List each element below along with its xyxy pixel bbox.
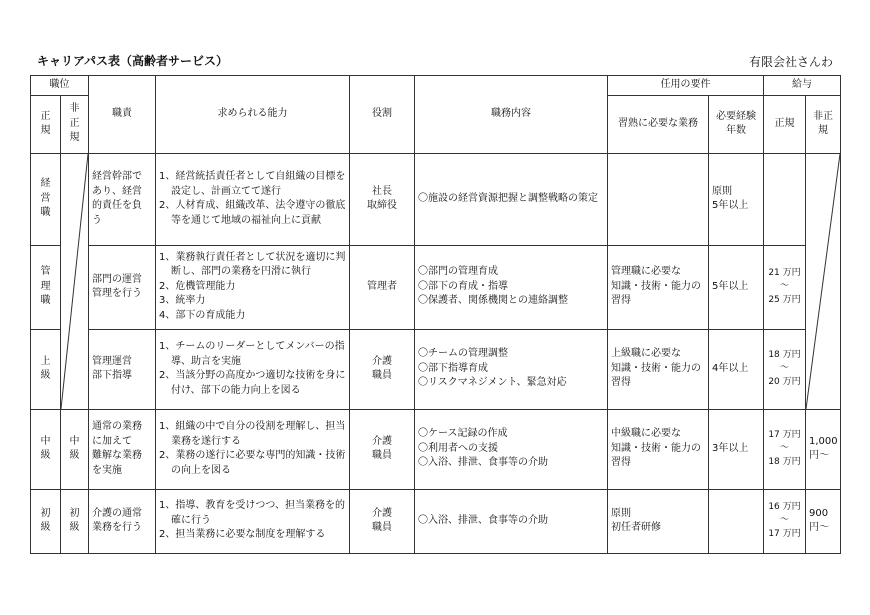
experience-cell <box>709 409 764 489</box>
abilities-cell <box>156 153 350 245</box>
role-line: 介護 <box>372 435 392 447</box>
task-item: 〇入浴、排泄、食事等の介助 <box>418 514 548 526</box>
header-regular-char: 正 <box>40 110 51 122</box>
rank-nonregular-char: 初 <box>69 507 80 519</box>
salary-regular-cell <box>764 245 806 329</box>
rank-regular-cell <box>31 153 61 245</box>
abilities-cell <box>156 245 350 329</box>
duty-line: う <box>92 214 102 226</box>
ability-item: 4、部下の育成能力 <box>159 309 246 321</box>
rank-regular-char: 級 <box>40 370 51 381</box>
salary-regular-line: 17 万円 <box>768 430 801 441</box>
role-line: 職員 <box>372 370 392 381</box>
experience-cell <box>709 329 764 409</box>
required-work-line: 知識・技術・能力の <box>611 280 701 292</box>
required-work-line: 知識・技術・能力の <box>611 442 701 454</box>
role-line: 介護 <box>372 507 392 519</box>
rank-regular-char: 中 <box>40 435 51 447</box>
task-item: 〇入浴、排泄、食事等の介助 <box>418 457 548 469</box>
duty-line: 管理運営 <box>92 355 132 367</box>
required-work-line: 管理職に必要な <box>611 266 681 278</box>
experience-cell <box>709 489 764 553</box>
rank-regular-char: 理 <box>40 280 51 292</box>
table-row <box>31 245 841 329</box>
role-line: 職員 <box>372 522 392 533</box>
duty-line: 経営幹部で <box>92 171 142 182</box>
header-regular-char: 規 <box>40 125 51 136</box>
role-line: 管理者 <box>367 280 397 292</box>
rank-regular-cell <box>31 489 61 553</box>
diagonal-slash <box>806 154 840 409</box>
required-work-cell <box>608 409 709 489</box>
duty-line: 難解な業務 <box>92 450 142 461</box>
role-cell <box>350 409 415 489</box>
header-nonregular-char: 規 <box>69 132 80 144</box>
salary-regular-line: 〜 <box>779 363 789 374</box>
header-nonregular <box>61 95 89 153</box>
career-path-table <box>30 75 841 554</box>
rank-regular-char: 職 <box>40 295 51 307</box>
role-cell <box>350 329 415 409</box>
header-required-work: 習熟に必要な業務 <box>608 95 709 153</box>
header-row-1 <box>31 76 841 96</box>
rank-regular-char: 初 <box>40 507 51 519</box>
table-row <box>31 409 841 489</box>
salary-regular-cell <box>764 489 806 553</box>
task-item: 〇ケース記録の作成 <box>418 428 508 440</box>
role-line: 介護 <box>372 355 392 367</box>
table-row <box>31 153 841 245</box>
experience-line: 5年以上 <box>712 200 749 211</box>
salary-regular-cell <box>764 329 806 409</box>
salary-regular-line: 18 万円 <box>768 456 801 467</box>
rank-regular-cell <box>31 329 61 409</box>
ability-item: 2、当該分野の高度かつ適切な技術を身に付け、部下の能力向上を図る <box>159 370 346 396</box>
duty-line: 的責任を負 <box>92 200 142 211</box>
task-item: 〇部下の育成・指導 <box>418 280 508 292</box>
abilities-cell <box>156 329 350 409</box>
task-item: 〇チームの管理調整 <box>418 348 508 360</box>
ability-item: 2、危機管理能力 <box>159 280 236 292</box>
required-work-line: 習得 <box>611 377 631 389</box>
salary-regular-cell <box>764 153 806 245</box>
ability-item: 1、チームのリーダーとしてメンバーの指導、助言を実施 <box>159 341 345 367</box>
rank-nonregular-char: 級 <box>69 450 80 461</box>
rank-regular-char: 級 <box>40 522 51 533</box>
salary-regular-line: 20 万円 <box>768 376 801 387</box>
duty-line: 通常の業務 <box>92 421 142 432</box>
duty-line: 部門の運営 <box>92 273 142 285</box>
salary-nonregular-na-cell <box>806 153 841 409</box>
salary-nonregular-value: 1,000 円〜 <box>809 435 838 461</box>
salary-regular-line: 16 万円 <box>768 502 801 513</box>
required-work-line: 原則 <box>611 507 631 519</box>
duty-line: 業務を行う <box>92 522 142 533</box>
role-line: 取締役 <box>367 200 397 211</box>
rank-regular-char: 級 <box>40 450 51 461</box>
salary-regular-line: 18 万円 <box>768 350 801 361</box>
rank-nonregular-na-cell <box>61 153 89 409</box>
ability-item: 1、指導、教育を受けつつ、担当業務を的確に行う <box>159 500 345 526</box>
salary-regular-line: 〜 <box>779 443 789 454</box>
header-regular <box>31 95 61 153</box>
experience-cell <box>709 153 764 245</box>
header-position: 職位 <box>31 76 89 96</box>
rank-regular-char: 管 <box>40 266 51 278</box>
salary-nonregular-value: 900円〜 <box>809 507 829 533</box>
experience-line: 5年以上 <box>712 280 749 292</box>
salary-regular-line: 〜 <box>779 281 789 292</box>
header-tasks: 職務内容 <box>415 76 608 154</box>
experience-line: 4年以上 <box>712 362 749 374</box>
required-work-line: 中級職に必要な <box>611 428 681 440</box>
header-experience: 必要経験年数 <box>709 95 764 153</box>
duty-cell <box>89 489 156 553</box>
diagonal-line <box>806 154 840 409</box>
required-work-line: 習得 <box>611 295 631 307</box>
rank-regular-char: 営 <box>40 192 51 204</box>
rank-regular-char: 経 <box>40 178 51 190</box>
role-line: 社長 <box>372 185 392 197</box>
duty-line: に加えて <box>92 435 132 447</box>
rank-regular-char: 職 <box>40 207 51 219</box>
task-item: 〇部門の管理育成 <box>418 266 498 278</box>
header-nonregular-char: 正 <box>69 117 80 129</box>
tasks-cell <box>415 409 608 489</box>
duty-line: 介護の通常 <box>92 507 142 519</box>
salary-regular-line: 25 万円 <box>768 294 801 305</box>
task-item: 〇保護者、関係機関との連絡調整 <box>418 295 568 307</box>
ability-item: 3、統率力 <box>159 295 206 307</box>
abilities-cell <box>156 409 350 489</box>
ability-item: 2、業務の遂行に必要な専門的知識・技術の向上を図る <box>159 450 346 476</box>
tasks-cell <box>415 245 608 329</box>
header-ability: 求められる能力 <box>156 76 350 154</box>
ability-item: 1、組織の中で自分の役割を理解し、担当業務を遂行する <box>159 421 346 447</box>
role-line: 職員 <box>372 450 392 461</box>
duty-cell <box>89 153 156 245</box>
experience-cell <box>709 245 764 329</box>
role-cell <box>350 153 415 245</box>
task-item: 〇施設の経営資源把握と調整戦略の策定 <box>418 192 598 204</box>
duty-line: 管理を行う <box>92 288 142 299</box>
ability-item: 2、担当業務に必要な制度を理解する <box>159 529 326 541</box>
task-item: 〇部下指導育成 <box>418 362 488 374</box>
salary-regular-cell <box>764 409 806 489</box>
tasks-cell <box>415 153 608 245</box>
required-work-cell <box>608 245 709 329</box>
required-work-line: 習得 <box>611 457 631 469</box>
table-row <box>31 489 841 553</box>
required-work-line: 上級職に必要な <box>611 348 681 360</box>
abilities-cell <box>156 489 350 553</box>
rank-nonregular-cell <box>61 409 89 489</box>
salary-regular-line: 〜 <box>779 515 789 526</box>
header-salary-regular: 正規 <box>764 95 806 153</box>
table-body <box>31 153 841 553</box>
role-cell <box>350 489 415 553</box>
duty-line: あり、経営 <box>92 185 142 197</box>
table-row <box>31 329 841 409</box>
rank-regular-cell <box>31 245 61 329</box>
salary-regular-line: 21 万円 <box>768 268 801 279</box>
header-role: 役割 <box>350 76 415 154</box>
rank-nonregular-cell <box>61 489 89 553</box>
duty-cell <box>89 409 156 489</box>
required-work-line: 知識・技術・能力の <box>611 362 701 374</box>
header-salary-nonregular: 非正規 <box>806 95 841 153</box>
document-title: キャリアパス表（高齢者サービス） <box>37 54 229 68</box>
duty-line: 部下指導 <box>92 370 132 381</box>
ability-item: 1、経営統括責任者として自組織の目標を設定し、計画立てて遂行 <box>159 171 346 197</box>
salary-nonregular-cell <box>806 409 841 489</box>
task-item: 〇利用者への支援 <box>418 442 498 454</box>
tasks-cell <box>415 329 608 409</box>
salary-regular-line: 17 万円 <box>768 528 801 539</box>
header-requirements: 任用の要件 <box>608 76 764 96</box>
required-work-cell <box>608 489 709 553</box>
required-work-cell <box>608 153 709 245</box>
rank-nonregular-char: 級 <box>69 522 80 533</box>
role-cell <box>350 245 415 329</box>
ability-item: 1、業務執行責任者として状況を適切に判断し、部門の業務を円滑に執行 <box>159 251 346 278</box>
required-work-cell <box>608 329 709 409</box>
required-work-line: 初任者研修 <box>611 522 661 533</box>
diagonal-line <box>61 154 88 409</box>
diagonal-slash <box>61 154 88 409</box>
rank-regular-char: 上 <box>40 355 51 367</box>
salary-nonregular-cell <box>806 489 841 553</box>
tasks-cell <box>415 489 608 553</box>
rank-nonregular-char: 中 <box>69 435 80 447</box>
experience-line: 3年以上 <box>712 442 749 454</box>
experience-line: 原則 <box>712 185 732 197</box>
duty-line: を実施 <box>92 464 122 476</box>
header-salary: 給与 <box>764 76 841 96</box>
header-duty: 職責 <box>89 76 156 154</box>
company-name: 有限会社さんわ <box>748 55 833 69</box>
ability-item: 2、人材育成、組織改革、法令遵守の徹底等を通じて地域の福祉向上に貢献 <box>159 200 346 226</box>
duty-cell <box>89 329 156 409</box>
rank-regular-cell <box>31 409 61 489</box>
header-nonregular-char: 非 <box>69 103 80 115</box>
task-item: 〇リスクマネジメント、緊急対応 <box>418 377 567 389</box>
duty-cell <box>89 245 156 329</box>
